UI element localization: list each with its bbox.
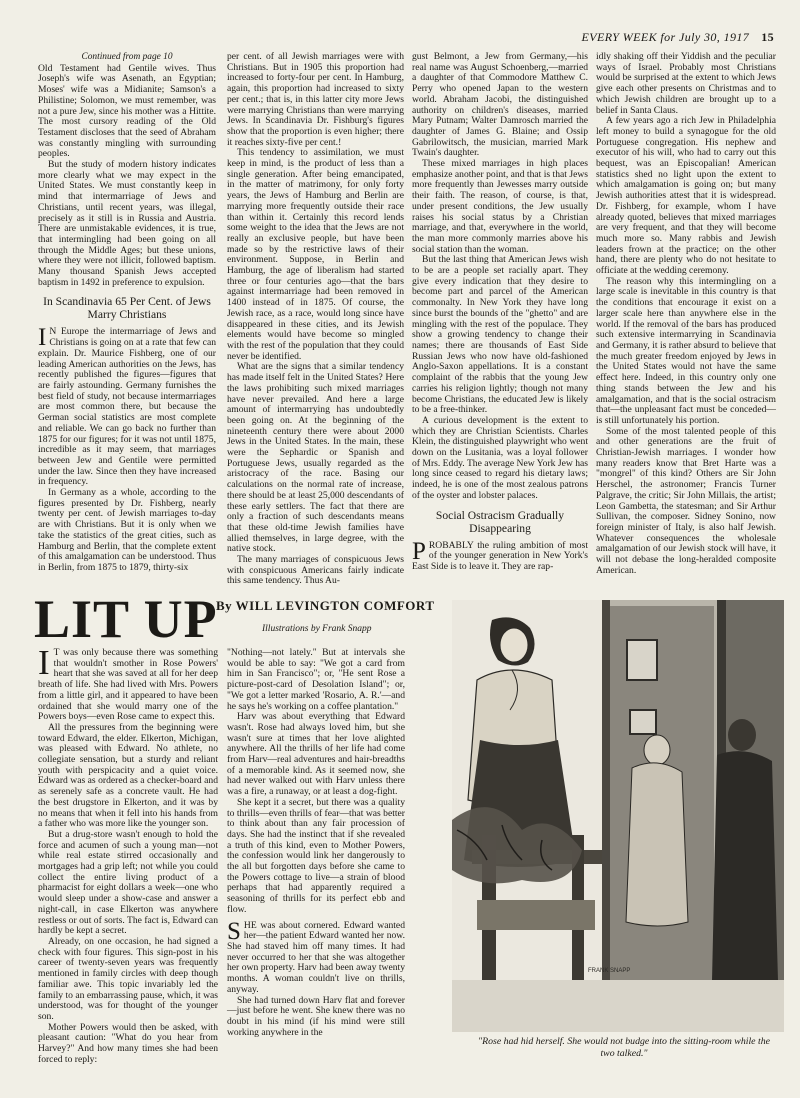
paragraph: But the last thing that American Jews wish to be are a people set racially apart. They give every indication that they desire to become part and parcel of the American commonalty. In New York they have long since burst the bounds of the "ghetto" and are mingling with the rest of the populace. They show a growing tendency to change their names; there are thousands of East Side Russian Jews who now have old-fashioned Anglo-Saxon appellations. It is a constant complaint of the rabbis that the young Jew carries his religion lightly; though not many become Christians, the educated Jew is likely to be a free-thinker.	[412, 254, 588, 416]
paragraph: In Germany as a whole, according to the figures presented by Dr. Fishberg, nearly twenty per cent. of Jewish marriages to-day are with Christians. But it is only when we take the statistics of the great cities, such as Hamburg and Berlin, that the complete extent of this amalgamation can be understood. Thus in Berlin, from 1875 to 1879, thirty-six	[38, 487, 216, 573]
paragraph: She had turned down Harv flat and forever—just before he went. She knew there was no doubt in his mind (if his mind were still working anywhere in the	[227, 994, 405, 1038]
article-column-1	[38, 52, 216, 580]
paragraph: Mother Powers would then be asked, with pleasant caution: "What do you hear from Harvey?" And how many times she had been forced to reply:	[38, 1021, 218, 1065]
article-column-2	[227, 51, 404, 587]
paragraph: SHE was about cornered. Edward wanted her—the patient Edward wanted her now. She had staved him off many times. It had never occurred to her that she was altogether her own property. Harv had been away twenty months. A woman couldn't live on thrills, anyway.	[227, 917, 405, 995]
subheading: Social Ostracism Gradually Disappearing	[435, 508, 565, 535]
drop-cap: I	[38, 643, 50, 682]
paragraph: per cent. of all Jewish marriages were with Christians. But in 1905 this proportion had increased to forty-four per cent. In Hamburg, again, this proportion had increased to sixty per cent.; that is, in this latter city more Jews were marrying Christians than were marrying Jews. In Scandinavia Dr. Fishburg's figures show that the proportion is even higher; there it reaches sixty-five per cent.!	[227, 51, 404, 148]
paragraph: I T was only because there was something that wouldn't smother in Rose Powers' heart that she was saved at all for her deep breath of life. She had lived with Mrs. Powers from a little girl, and it appeared to have been ordained that she would marry one of the Powers boys—even Rose came to expect this.	[38, 643, 218, 723]
subheading: In Scandinavia 65 Per Cent. of Jews Marry Christians	[43, 295, 211, 322]
story-column-2	[227, 648, 405, 1088]
page-number: 15	[761, 30, 774, 44]
paragraph: What are the signs that a similar tendency has made itself felt in the United States? Here the laws prohibiting such mixed marriages have never prevailed. And here a large amount of intermarrying has undoubtedly been going on. At the beginning of the nineteenth century there were about 2000 Jews in the United States. In the main, these were the Sephardic or Spanish and Portuguese Jews, usually regarded as the aristocracy of the race. Basing our calculations on the normal rate of increase, there should be at least 25,000 descendants of these early settlers. The fact that there are only a fraction of such descendants means that these old-time Jewish families have allied themselves, in large degree, with the native stock.	[227, 361, 404, 555]
story-title: LIT UP	[34, 589, 218, 649]
paragraph: "Nothing—not lately." But at intervals she would be able to say: "We got a card from him in San Francisco"; or, "He sent Rose a picture-post-card of Desolation Island"; or, "We got a letter marked 'Rosario, A. R.'—and he says he's working on a coffee plantation."	[227, 647, 405, 712]
magazine-issue: EVERY WEEK for July 30, 1917	[581, 30, 750, 44]
paragraph: idly shaking off their Yiddish and the peculiar ways of Israel. Probably most Christians would be surprised at the extent to which Jews give each other presents on Christmas and to which Jewish children are brought up to a belief in Santa Claus.	[596, 51, 776, 116]
article-column-4	[596, 52, 776, 580]
paragraph: Old Testament had Gentile wives. Thus Joseph's wife was Asenath, an Egyptian; Moses' wife was a Midianite; Samson's a Philistine; Solomon, we must remember, was not a pure Jew, since his mother was a Hittite. The most cursory reading of the Old Testament discloses that the seed of Abraham was constantly mingling with surrounding peoples.	[38, 62, 216, 160]
paragraph: But a drug-store wasn't enough to hold the force and acumen of such a young man—not while real estate stirred occasionally and mortgages had a grip left; not while you could collect the entire living product of a pharmacist for eight dollars a week—one who would sleep under a show-case and answer a night-call, in case Elkerton was anywhere restless or out of sorts. The fact is, Edward can hardly be kept a secret.	[38, 828, 218, 937]
paragraph: All the pressures from the beginning were toward Edward, the elder. Elkerton, Michigan, was pleased with Edward. No athlete, no collegiate sensation, but a sturdy and reliant youth with perspicacity and a quiet voice. Edward was as ordered as a checker-board and as serenely safe as a concrete vault. He had the best drugstore in Elkerton, and it was by no means that when it fell into his hands from a father who was more like the younger son.	[38, 721, 218, 830]
paragraph: A curious development is the extent to which they are Christian Scientists. Charles Klein, the distinguished playwright who went down on the Lusitania, was a loyal follower of Mrs. Eddy. The average New York Jew has long since ceased to regard his dietary laws; indeed, he is one of the most zealous patrons of the oyster and lobster palaces.	[412, 414, 588, 501]
continued-note: Continued from page 10	[81, 52, 173, 62]
paragraph: But the study of modern history indicates more clearly what we may expect in the United States. We must constantly keep in mind that intermarriage of Jews and Christians, until recent years, was illegal, precisely as it still is in Russia and Austria. There are unmistakable evidences, it is true, that intermingling had been going on all through the Middle Ages; but these unions, where they were not illicit, followed baptism. Many thousand Spanish Jews accepted baptism in 1492 in preference to expulsion.	[38, 159, 216, 288]
story-illustration	[452, 600, 784, 1032]
drop-cap: S	[227, 917, 241, 945]
svg-text:FRANK SNAPP: FRANK SNAPP	[588, 968, 631, 974]
paragraph: The reason why this intermingling on a large scale is inevitable in this country is that the conditions that encourage it exist on a larger scale here than anywhere else in the world. If the removal of the bars has produced such extensive intermarrying in Scandinavia and Germany, it is rather absurd to believe that the much greater freedom enjoyed by Jews in the United States would not have the same effect here. Indeed, in this country only one thing stands between the Jew and his amalgamation, and that is the social ostracism that—the unpleasant fact must be conceded—is still unfortunately his portion.	[596, 275, 776, 426]
paragraph: gust Belmont, a Jew from Germany,—his real name was August Schoenberg,—married a daughter of that Commodore Matthew C. Perry who opened Japan to the western world. Abraham Jacobi, the distinguished authority on children's diseases, married Mary Putnam; Walter Damrosch married the daughter of James G. Blaine; and Ossip Gabrilowitsch, the musician, married Mark Twain's daughter.	[412, 51, 588, 159]
paragraph: A few years ago a rich Jew in Philadelphia left money to build a synagogue for the old Portuguese congregation. His nephew and executor of his will, who had to carry out this bequest, was an Episcopalian! American statistics shed no light upon the extent to which amalgamation is going on; but many Jewish authorities attest that it is widespread. Dr. Fishberg, for example, whom I have already quoted, believes that mixed marriages are very frequent, and that they will become much more so. Many rabbis and Jewish leaders frown at the practice; on the other hand, there are plenty who do not hesitate to officiate at the wedding ceremony.	[596, 115, 776, 277]
story-byline: By WILL LEVINGTON COMFORT	[216, 598, 435, 613]
paragraph: I N Europe the intermarriage of Jews and Christians is going on at a rate that few can explain. Dr. Maurice Fishberg, one of our leading American authorities on the Jews, has recently published the figures—figures that are fairly astounding. Germany furnishes the best field of study, not because intermarriages are most common there, but because the German social statistics are most complete and reliable. We can go back no further than 1875 for our figures; for it was not until 1875, incredible as it may seem, that marriages between Jew and Gentile were permitted under the law. Since then they have increased in frequency.	[38, 324, 216, 488]
paragraph: PROBABLY the ruling ambition of most of the younger generation in New York's East Side is to leave it. They are rap-	[412, 537, 588, 572]
paragraph: Already, on one occasion, he had signed a check with four figures. This sign-post in his career of twenty-seven years was frequently mentioned in family circles with deep though familiar awe. This topic invariably led the family to an embarrassing pause, which, it was understood, was for thought of the younger son.	[38, 935, 218, 1022]
illustration-credit: Illustrations by Frank Snapp	[262, 624, 372, 634]
story-column-1	[38, 643, 218, 1088]
paragraph: She kept it a secret, but there was a quality to thrills—even thrills of fear—that was better to think about than any fair procession of days. She had the instinct that if she revealed a truth of this kind, even to Mother Powers, the confession would link her dangerously to the all but forgotten days before she came to the Powers cottage to live—a strain of blood perhaps that had apparently required a seasoning of thrills for its perfect ebb and flow.	[227, 796, 405, 915]
paragraph: Harv was about everything that Edward wasn't. Rose had always loved him, but she wasn't sure at times that her love alighted anywhere. All the thrills of her life had come from Harv—real adventures and hair-breadths of a memorable kind. As it seemed now, she had never walked out with Harv unless there was a fire, a runaway, or at least a dog-fight.	[227, 711, 405, 798]
drop-cap: P	[412, 537, 426, 565]
page-header	[582, 30, 774, 45]
paragraph: Some of the most talented people of this and other generations are the fruit of Christian-Jewish marriages. I wonder how many readers know that Bret Harte was a "mongrel" of this kind? Others are Sir John Herschel, the astronomer; Francis Turner Palgrave, the critic; Sir John Millais, the artist; Leon Gambetta, the statesman; and Sir Arthur Sullivan, the composer. Sidney Sonino, now foreign minister of Italy, is also half Jewish. Whatever consequences the wholesale amalgamation of our Jewish stock will have, it will not debase the long-heralded composite American.	[596, 425, 776, 576]
paragraph: This tendency to assimilation, we must keep in mind, is the product of less than a single generation. After being emancipated, in the matter of matrimony, for only forty years, the Jews of Hamburg and Berlin are marrying more frequently outside their race than within it. Certainly this record lends some weight to the idea that the Jews are not really an exclusive people, but have been made so by the restrictive laws of their environment. Suppose, in Berlin and Hamburg, the age of liberalism had started three or four centuries ago—that the bars against intermarriage had been removed in 1400 instead of in 1875. Of course, the Jewish race, as a race, would long since have disappeared in these cities, and its Jewish elements would have become so mingled with the rest of the population that they could never be identified.	[227, 147, 404, 362]
paragraph: The many marriages of conspicuous Jews with conspicuous Americans fairly indicate this same tendency. Thus Au-	[227, 554, 404, 587]
article-column-3	[412, 52, 588, 580]
drop-cap: I	[38, 324, 47, 352]
illustration-caption: "Rose had hid herself. She would not budge into the sitting-room while the two talked."	[478, 1036, 770, 1059]
paragraph: These mixed marriages in high places emphasize another point, and that is that Jews more frequently than Jewesses marry outside their faith. The reason, of course, is that, under present conditions, the Jew usually raises his social status by a Christian marriage, and that, everywhere in the world, the man more commonly marries above his social station than the woman.	[412, 158, 588, 255]
